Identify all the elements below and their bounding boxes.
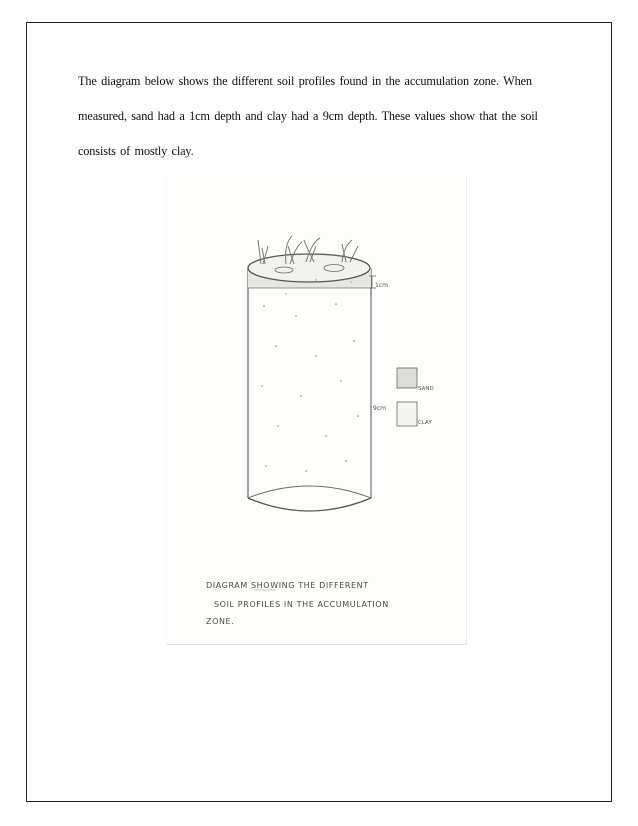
soil-cylinder-drawing	[166, 176, 466, 644]
legend-sand-label: SAND	[418, 386, 434, 392]
top-measure-label: 1cm	[375, 282, 388, 289]
cylinder-bottom	[248, 498, 371, 511]
legend-sand-swatch	[397, 368, 417, 388]
caption-line-2: SOIL PROFILES IN THE ACCUMULATION	[214, 600, 389, 609]
clay-stipple	[261, 279, 359, 472]
body-paragraph: The diagram below shows the different soil profiles found in the accumulation zone. When measured, sand had a 1cm depth and clay had a 9cm depth. These values show that the soil consists of mostly clay.	[78, 74, 538, 158]
soil-profile-sketch	[166, 176, 467, 645]
legend-clay-label: CLAY	[418, 420, 432, 426]
legend-clay-swatch	[397, 402, 417, 426]
caption-line-3: ZONE.	[206, 617, 235, 626]
side-measure-label: 9cm	[373, 405, 386, 412]
caption-line-1: DIAGRAM SHOWING THE DIFFERENT	[206, 581, 369, 590]
